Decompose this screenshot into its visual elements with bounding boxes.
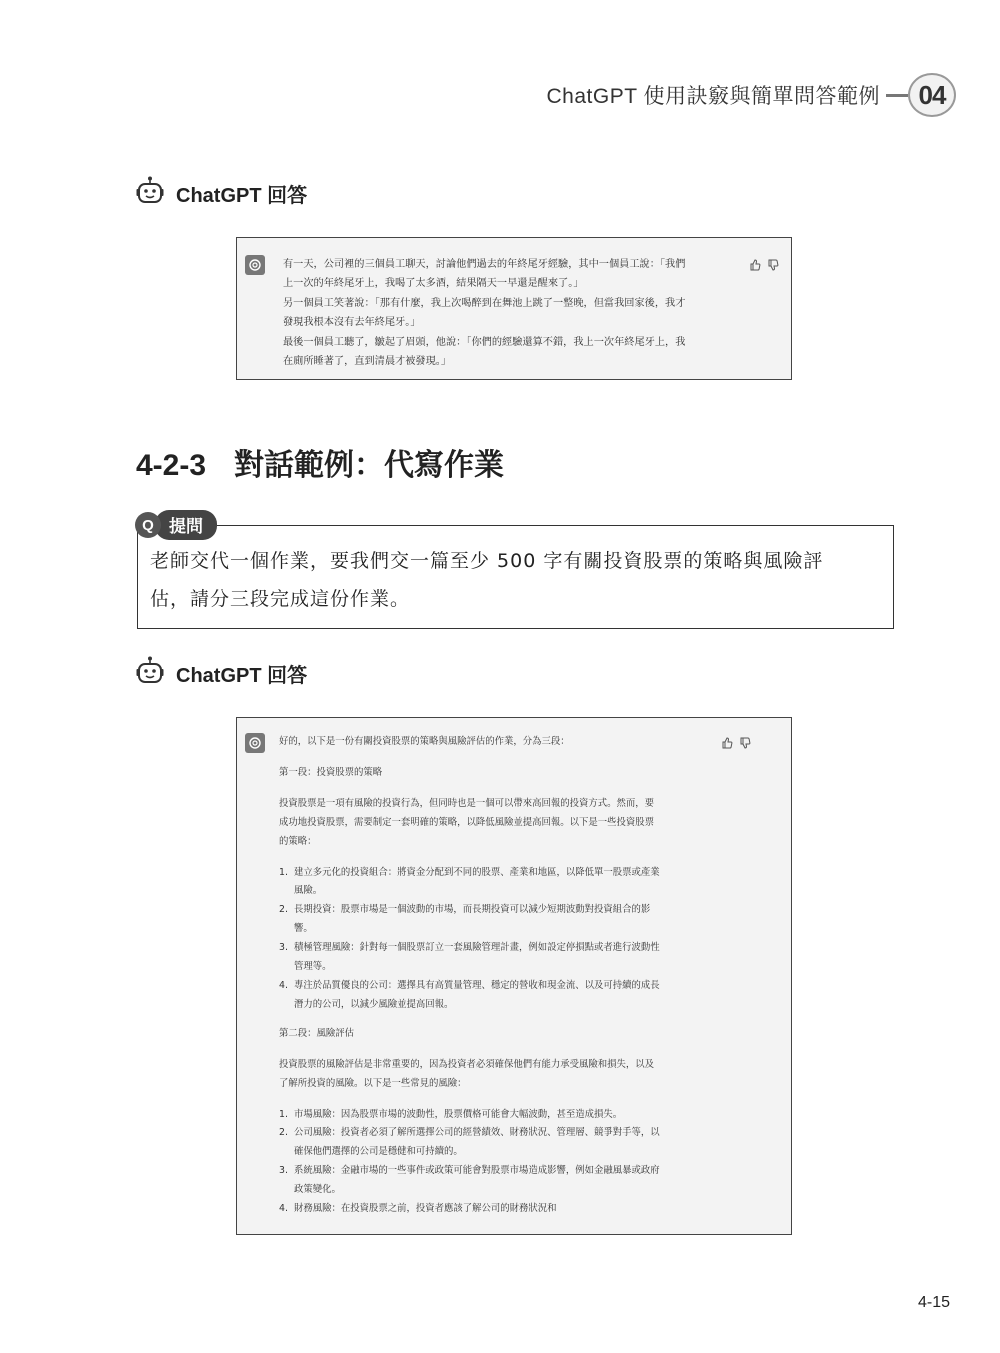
list-item: 2. 公司風險：投資者必須了解所選擇公司的經營績效、財務狀況、管理層、競爭對手等，以 確保他們選擇的公司是穩健和可持續的。 xyxy=(279,1127,660,1158)
thumbs-up-icon[interactable] xyxy=(749,256,761,275)
text-line: 在廁所睡著了，直到清晨才被發現。」 xyxy=(283,356,452,368)
list-item: 3. 積極管理風險：針對每一個股票訂立一套風險管理計畫，例如設定停損點或者進行波動性 管理等。 xyxy=(279,942,660,973)
section-title: 對話範例：代寫作業 xyxy=(234,449,505,482)
response-text xyxy=(283,255,733,371)
text-line: 成功地投資股票，需要制定一套明確的策略，以降低風險並提高回報。以下是一些投資股票 xyxy=(279,816,655,828)
question-box xyxy=(137,525,894,629)
thumbs-up-icon[interactable] xyxy=(721,734,733,753)
question-q-icon: Q xyxy=(135,512,161,538)
chatgpt-response-screenshot xyxy=(236,237,792,380)
question-badge xyxy=(135,510,217,540)
section-heading xyxy=(136,440,504,484)
part-title: 第二段：風險評估 xyxy=(279,1027,355,1039)
list-item: 2. 長期投資：股票市場是一個波動的市場，而長期投資可以減少短期波動對投資組合的影 響。 xyxy=(279,904,651,935)
text-line: 了解所投資的風險。以下是一些常見的風險： xyxy=(279,1077,467,1089)
question-badge-label: 提問 xyxy=(155,510,217,540)
strategy-list xyxy=(279,864,711,1015)
text-line: 最後一個員工聽了，皺起了眉頭，他說：「你們的經驗還算不錯，我上一次年終尾牙上，我 xyxy=(283,336,686,348)
text-line: 投資股票的風險評估是非常重要的，因為投資者必須確保他們有能力承受風險和損失，以及 xyxy=(279,1058,655,1070)
answer-label-text: ChatGPT 回答 xyxy=(176,664,308,687)
question-text xyxy=(150,542,883,618)
header-divider xyxy=(886,94,908,97)
list-item: 4. 財務風險：在投資股票之前，投資者應該了解公司的財務狀況和 xyxy=(279,1203,557,1215)
chatgpt-answer-label xyxy=(136,656,307,690)
page-number: 4-15 xyxy=(917,1294,950,1311)
robot-icon xyxy=(136,656,164,690)
thumbs-down-icon[interactable] xyxy=(767,256,779,275)
risk-list xyxy=(279,1106,711,1219)
section-number: 4-2-3 xyxy=(136,449,207,482)
answer-label-text: ChatGPT 回答 xyxy=(176,184,308,207)
text-line: 好的，以下是一份有關投資股票的策略與風險評估的作業，分為三段： xyxy=(279,736,570,747)
question-line: 老師交代一個作業，要我們交一篇至少 500 字有關投資股票的策略與風險評 xyxy=(150,550,824,572)
robot-icon xyxy=(136,176,164,210)
chapter-badge: 04 xyxy=(908,73,956,117)
part-title: 第一段：投資股票的策略 xyxy=(279,766,383,778)
text-line: 上一次的年終尾牙上，我喝了太多酒，結果隔天一早還是醒來了。」 xyxy=(283,278,584,290)
openai-logo-icon xyxy=(245,255,265,275)
text-line: 發現我根本沒有去年終尾牙。」 xyxy=(283,317,421,329)
list-item: 4. 專注於品質優良的公司：選擇具有高質量管理、穩定的營收和現金流、以及可持續的成長 潛力的公司，以減少風險並提高回報。 xyxy=(279,979,660,1010)
chatgpt-response-screenshot xyxy=(236,717,792,1235)
openai-logo-icon xyxy=(245,733,265,753)
running-header xyxy=(547,74,956,116)
question-line: 估，請分三段完成這份作業。 xyxy=(150,588,411,610)
list-item: 1. 建立多元化的投資組合：將資金分配到不同的股票、產業和地區，以降低單一股票或產業 風險。 xyxy=(279,866,660,897)
list-item: 1. 市場風險：因為股票市場的波動性，股票價格可能會大幅波動，甚至造成損失。 xyxy=(279,1108,623,1120)
text-line: 投資股票是一項有風險的投資行為，但同時也是一個可以帶來高回報的投資方式。然而，要 xyxy=(279,797,655,809)
thumbs-down-icon[interactable] xyxy=(739,734,751,753)
list-item: 3. 系統風險：金融市場的一些事件或政策可能會對股票市場造成影響，例如金融風暴或政府 政策變化。 xyxy=(279,1165,660,1196)
text-line: 的策略： xyxy=(279,835,317,847)
text-line: 另一個員工笑著說：「那有什麼，我上次喝醉到在舞池上跳了一整晚，但當我回家後，我才 xyxy=(283,297,686,309)
chatgpt-answer-label xyxy=(136,176,307,210)
header-title: ChatGPT 使用訣竅與簡單問答範例 xyxy=(546,85,880,108)
text-line: 有一天，公司裡的三個員工聊天，討論他們過去的年終尾牙經驗，其中一個員工說：「我們 xyxy=(283,259,686,270)
response-text xyxy=(279,733,711,1219)
